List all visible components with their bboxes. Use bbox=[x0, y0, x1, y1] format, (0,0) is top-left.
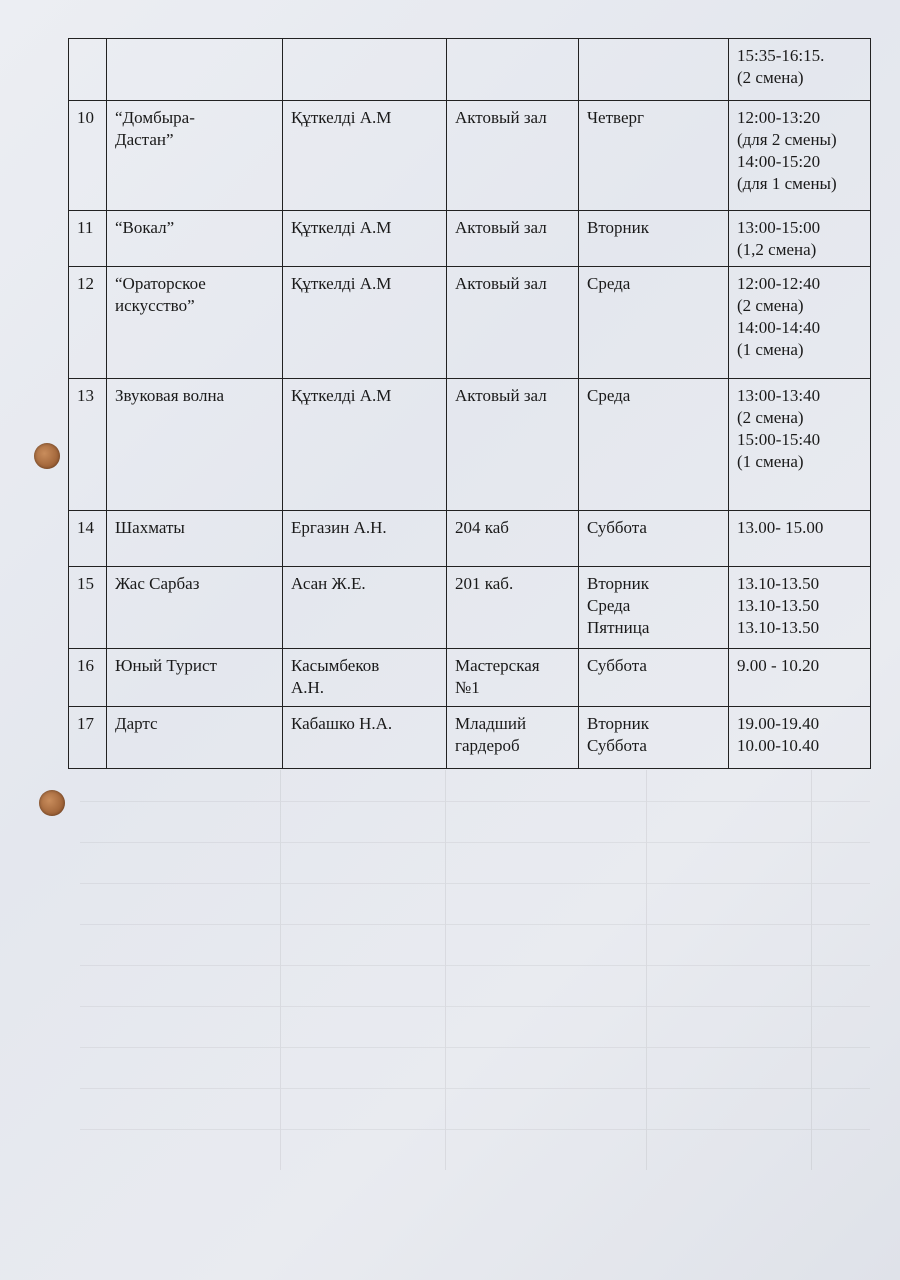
cell-day bbox=[579, 39, 729, 101]
cell-text-line: Вторник bbox=[587, 574, 649, 593]
cell-text-line: 13:00-13:40 bbox=[737, 386, 821, 405]
table-row bbox=[69, 39, 871, 101]
cell-text-line: Құткелді А.М bbox=[291, 108, 392, 127]
cell-day bbox=[579, 511, 729, 567]
cell-text-line: Суббота bbox=[587, 656, 647, 675]
cell-text-line: 14:00-14:40 bbox=[737, 318, 821, 337]
cell-time bbox=[729, 567, 871, 649]
cell-room bbox=[447, 267, 579, 379]
row-number: 11 bbox=[77, 218, 94, 237]
schedule-table-body bbox=[69, 39, 871, 769]
cell-time bbox=[729, 39, 871, 101]
cell-text-line: 15:00-15:40 bbox=[737, 430, 821, 449]
cell-text-line: Кабашко Н.А. bbox=[291, 714, 393, 733]
cell-text-line: “Ораторское bbox=[115, 274, 206, 293]
cell-day bbox=[579, 379, 729, 511]
cell-text-line: Касымбеков bbox=[291, 656, 380, 675]
bleed-through-shadow bbox=[80, 770, 870, 1170]
row-number: 14 bbox=[77, 518, 94, 537]
table-row bbox=[69, 707, 871, 769]
cell-text-line: 12:00-13:20 bbox=[737, 108, 821, 127]
cell-lead bbox=[283, 379, 447, 511]
cell-text-line: (2 смена) bbox=[737, 408, 804, 427]
cell-name bbox=[107, 511, 283, 567]
cell-room bbox=[447, 211, 579, 267]
cell-lead bbox=[283, 511, 447, 567]
cell-text-line: Среда bbox=[587, 596, 631, 615]
cell-text-line: (1 смена) bbox=[737, 340, 804, 359]
cell-no bbox=[69, 39, 107, 101]
cell-no bbox=[69, 649, 107, 707]
cell-text-line: 9.00 - 10.20 bbox=[737, 656, 820, 675]
cell-day bbox=[579, 707, 729, 769]
cell-text-line: Суббота bbox=[587, 736, 647, 755]
cell-text-line: (2 смена) bbox=[737, 68, 804, 87]
cell-name bbox=[107, 379, 283, 511]
cell-lead bbox=[283, 39, 447, 101]
table-row bbox=[69, 649, 871, 707]
cell-name bbox=[107, 707, 283, 769]
cell-text-line: Четверг bbox=[587, 108, 644, 127]
cell-text-line: 14:00-15:20 bbox=[737, 152, 821, 171]
club-schedule-table bbox=[68, 38, 871, 769]
cell-text-line: Жас Сарбаз bbox=[115, 574, 200, 593]
cell-text-line: Актовый зал bbox=[455, 274, 547, 293]
cell-text-line: Актовый зал bbox=[455, 218, 547, 237]
cell-text-line: 204 каб bbox=[455, 518, 509, 537]
cell-room bbox=[447, 707, 579, 769]
cell-room bbox=[447, 511, 579, 567]
cell-text-line: Суббота bbox=[587, 518, 647, 537]
cell-day bbox=[579, 101, 729, 211]
cell-text-line: 15:35-16:15. bbox=[737, 46, 825, 65]
cell-time bbox=[729, 649, 871, 707]
cell-text-line: 13.00- 15.00 bbox=[737, 518, 824, 537]
cell-text-line: Мастерская bbox=[455, 656, 540, 675]
table-row bbox=[69, 101, 871, 211]
cell-name bbox=[107, 101, 283, 211]
cell-time bbox=[729, 267, 871, 379]
cell-text-line: 13.10-13.50 bbox=[737, 574, 820, 593]
cell-no bbox=[69, 567, 107, 649]
cell-no bbox=[69, 379, 107, 511]
cell-text-line: Младший bbox=[455, 714, 527, 733]
cell-day bbox=[579, 267, 729, 379]
cell-text-line: Вторник bbox=[587, 218, 649, 237]
cell-text-line: (1 смена) bbox=[737, 452, 804, 471]
cell-no bbox=[69, 707, 107, 769]
cell-day bbox=[579, 211, 729, 267]
cell-lead bbox=[283, 211, 447, 267]
cell-day bbox=[579, 567, 729, 649]
table-row bbox=[69, 267, 871, 379]
cell-time bbox=[729, 511, 871, 567]
cell-no bbox=[69, 511, 107, 567]
cell-text-line: Құткелді А.М bbox=[291, 274, 392, 293]
punch-hole-lower bbox=[39, 790, 65, 816]
cell-text-line: 19.00-19.40 bbox=[737, 714, 820, 733]
cell-room bbox=[447, 39, 579, 101]
row-number: 12 bbox=[77, 274, 94, 293]
cell-text-line: “Домбыра- bbox=[115, 108, 195, 127]
cell-text-line: Құткелді А.М bbox=[291, 386, 392, 405]
cell-room bbox=[447, 379, 579, 511]
cell-day bbox=[579, 649, 729, 707]
cell-text-line: 12:00-12:40 bbox=[737, 274, 821, 293]
cell-text-line: Дартс bbox=[115, 714, 158, 733]
cell-text-line: 13.10-13.50 bbox=[737, 618, 820, 637]
cell-text-line: (для 2 смены) bbox=[737, 130, 837, 149]
cell-text-line: Среда bbox=[587, 274, 631, 293]
cell-room bbox=[447, 649, 579, 707]
cell-text-line: Дастан” bbox=[115, 130, 174, 149]
cell-text-line: (1,2 смена) bbox=[737, 240, 817, 259]
cell-name bbox=[107, 267, 283, 379]
row-number: 16 bbox=[77, 656, 94, 675]
cell-lead bbox=[283, 267, 447, 379]
cell-lead bbox=[283, 707, 447, 769]
punch-hole-upper bbox=[34, 443, 60, 469]
cell-room bbox=[447, 101, 579, 211]
cell-text-line: Шахматы bbox=[115, 518, 185, 537]
table-row bbox=[69, 379, 871, 511]
cell-no bbox=[69, 101, 107, 211]
row-number: 17 bbox=[77, 714, 94, 733]
cell-text-line: Среда bbox=[587, 386, 631, 405]
cell-no bbox=[69, 211, 107, 267]
cell-name bbox=[107, 211, 283, 267]
cell-text-line: 201 каб. bbox=[455, 574, 514, 593]
cell-time bbox=[729, 379, 871, 511]
row-number: 15 bbox=[77, 574, 94, 593]
cell-text-line: 13.10-13.50 bbox=[737, 596, 820, 615]
cell-text-line: гардероб bbox=[455, 736, 520, 755]
cell-text-line: Актовый зал bbox=[455, 386, 547, 405]
row-number: 13 bbox=[77, 386, 94, 405]
cell-text-line: (для 1 смены) bbox=[737, 174, 837, 193]
cell-name bbox=[107, 39, 283, 101]
cell-time bbox=[729, 707, 871, 769]
cell-time bbox=[729, 101, 871, 211]
cell-text-line: искусство” bbox=[115, 296, 195, 315]
table-row bbox=[69, 567, 871, 649]
cell-name bbox=[107, 567, 283, 649]
cell-text-line: А.Н. bbox=[291, 678, 325, 697]
cell-text-line: Юный Турист bbox=[115, 656, 217, 675]
cell-text-line: “Вокал” bbox=[115, 218, 175, 237]
cell-lead bbox=[283, 567, 447, 649]
cell-text-line: Актовый зал bbox=[455, 108, 547, 127]
cell-text-line: (2 смена) bbox=[737, 296, 804, 315]
cell-text-line: 13:00-15:00 bbox=[737, 218, 821, 237]
cell-room bbox=[447, 567, 579, 649]
cell-lead bbox=[283, 101, 447, 211]
table-row bbox=[69, 511, 871, 567]
cell-text-line: Ергазин А.Н. bbox=[291, 518, 387, 537]
cell-text-line: Асан Ж.Е. bbox=[291, 574, 366, 593]
cell-text-line: Вторник bbox=[587, 714, 649, 733]
cell-time bbox=[729, 211, 871, 267]
cell-text-line: Пятница bbox=[587, 618, 650, 637]
cell-text-line: Звуковая волна bbox=[115, 386, 225, 405]
cell-text-line: №1 bbox=[455, 678, 480, 697]
cell-text-line: 10.00-10.40 bbox=[737, 736, 820, 755]
table-row bbox=[69, 211, 871, 267]
cell-text-line: Құткелді А.М bbox=[291, 218, 392, 237]
cell-no bbox=[69, 267, 107, 379]
cell-name bbox=[107, 649, 283, 707]
row-number: 10 bbox=[77, 108, 94, 127]
cell-lead bbox=[283, 649, 447, 707]
